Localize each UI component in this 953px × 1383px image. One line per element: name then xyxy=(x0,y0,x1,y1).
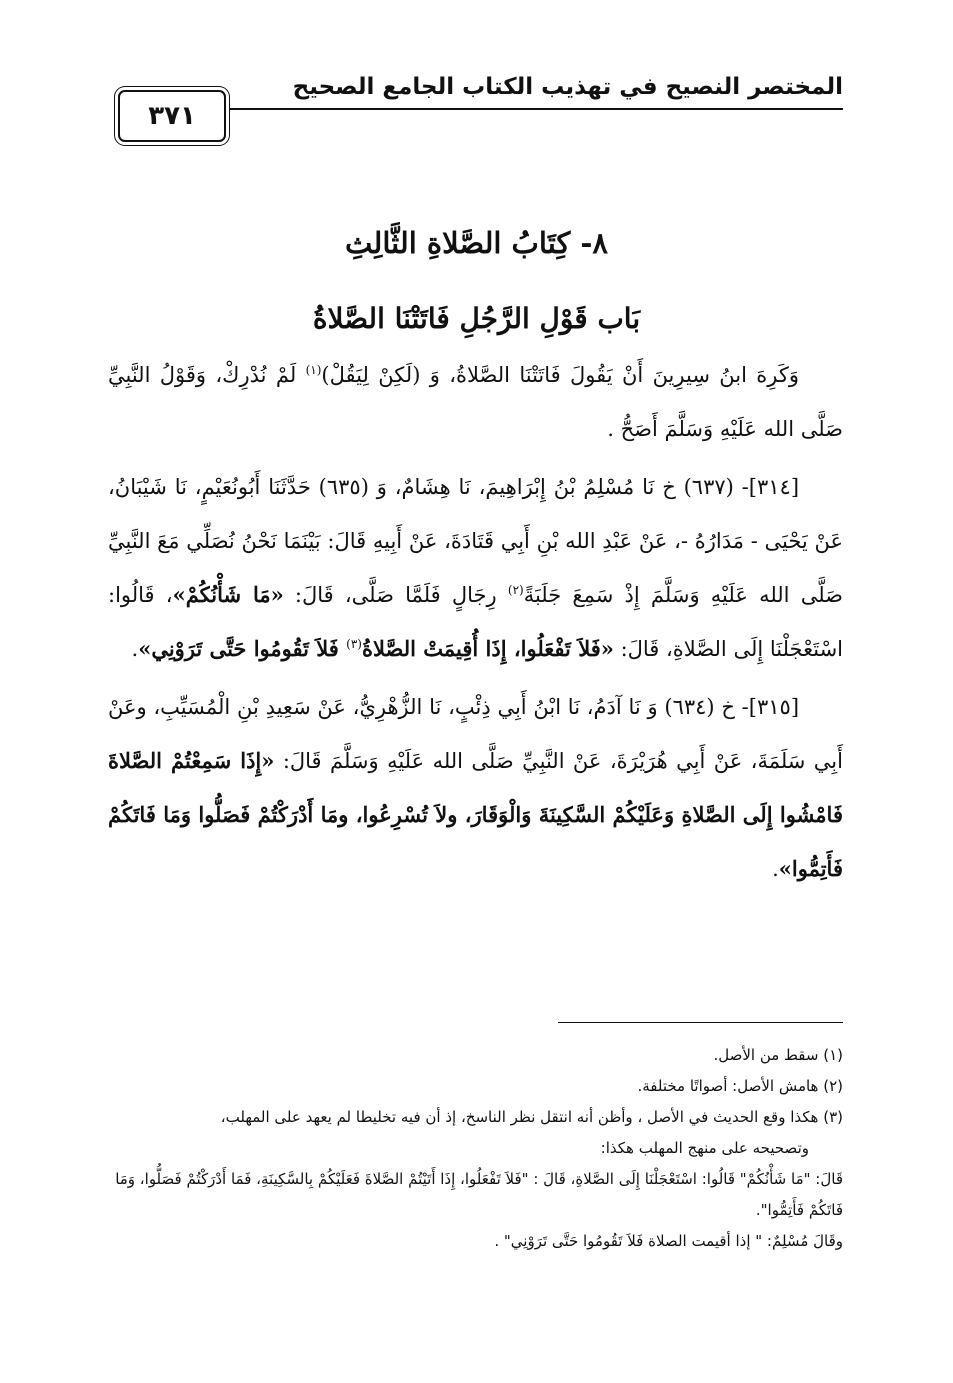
header-rule xyxy=(228,108,843,110)
hadith-315 xyxy=(108,680,843,896)
quoted-speech: «إِذَا سَمِعْتُمْ الصَّلاةَ فَامْشُوا إِلَى الصَّلاةِ وَعَلَيْكُمْ السَّكِينَةَ وَالْوَقَارَ، ولاَ تُسْرِعُوا، ومَا أَدْرَكْتُمْ فَصَلُّوا وَمَا فَاتَكُمْ فَأَتِمُّوا» xyxy=(108,748,843,881)
page-number: ٣٧١ xyxy=(118,90,226,142)
section-title: بَاب قَوْلِ الرَّجُلِ فَاتَتْنَا الصَّلاةُ xyxy=(312,302,641,335)
paragraph-text: رِجَالٍ فَلَمَّا صَلَّى، قَالَ: xyxy=(283,583,508,607)
paragraph-intro xyxy=(108,348,843,456)
footnotes xyxy=(108,1040,843,1257)
paragraph-text: [٣١٥]- خ (٦٣٤) وَ نَا آدَمُ، نَا ابْنُ أَبِي ذِئْبٍ، نَا الزُّهْرِيُّ، عَنْ سَعِيدِ بْنِ الْمُسَيِّبِ، وعَنْ أَبِي سَلَمَةَ، عَنْ أَبِي هُرَيْرَةَ، عَنْ النَّبِيِّ صَلَّى الله عَلَيْهِ وَسَلَّمَ قَالَ: xyxy=(108,695,843,773)
paragraph-text: . xyxy=(131,637,139,661)
paragraph-text: . xyxy=(772,857,779,881)
quoted-speech: «مَا شَأْنُكُمْ» xyxy=(172,582,284,607)
main-text xyxy=(108,348,843,896)
footnote-ref: (٣) xyxy=(346,637,362,651)
footnote-2: (٢) هامش الأصل: أصواتًا مختلفة. xyxy=(637,1077,843,1095)
paragraph-text: وَكَرِهَ ابنُ سِيرِينَ أَنْ يَقُولَ فَاتَتْنَا الصَّلاةُ، وَ (لَكِنْ لِيَقُلْ) xyxy=(321,363,800,387)
running-title: المختصر النصيح في تهذيب الكتاب الجامع الصحيح xyxy=(292,74,843,100)
paragraph-text: [٣١٤]- (٦٣٧) خ نَا مُسْلِمُ بْنُ إِبْرَاهِيمَ، نَا هِشَامٌ، وَ (٦٣٥) حَدَّثَنَا أَبُونُعَيْمٍ، نَا شَيْبَانُ، عَنْ يَحْيَى - مَدَارُهُ -، عَنْ عَبْدِ الله بْنِ أَبِي قَتَادَةَ، عَنْ أَبِيهِ قَالَ: بَيْنَمَا نَحْنُ نُصَلِّي مَعَ النَّبِيِّ صَلَّى الله عَلَيْهِ وَسَلَّمَ إِذْ سَمِعَ جَلَبَةً xyxy=(108,475,844,607)
footnote-ref: (٢) xyxy=(507,583,524,597)
footnote-3-continuation: قَالَ: "مَا شَأْنُكُمْ" قَالُوا: اسْتَعْجَلْنَا إِلَى الصَّلاةِ، قَالَ : "فَلاَ تَفْعَلُوا، إِذَا أَتَيْتُمْ الصَّلاةَ فَعَلَيْكُمْ بِالسَّكِينَةِ، فَمَا أَدْرَكْتُمْ فَصَلُّوا، وَمَا فَاتَكُمْ فَأَتِمُّوا". xyxy=(115,1170,843,1219)
chapter-title: ٨- كِتَابُ الصَّلاةِ الثَّالِثِ xyxy=(345,226,608,260)
quoted-speech: «فَلاَ تَفْعَلُوا، إِذَا أُقِيمَتْ الصَّلاةُ xyxy=(361,636,614,661)
hadith-314 xyxy=(108,460,843,676)
footnote-3-continuation: وتصحيحه على منهج المهلب هكذا: xyxy=(600,1139,809,1157)
footnote-rule xyxy=(558,1022,843,1023)
footnote-3: (٣) هكذا وقع الحديث في الأصل ، وأظن أنه انتقل نظر الناسخ، إذ أن فيه تخليطا لم يعهد على المهلب، xyxy=(220,1108,843,1126)
footnote-3-continuation: وقَالَ مُسْلِمٌ: " إذا أقيمت الصلاة فَلاَ تَقُومُوا حَتَّى تَرَوْنِي" . xyxy=(494,1232,843,1250)
quoted-speech: فَلاَ تَقُومُوا حَتَّى تَرَوْنِي» xyxy=(138,636,347,661)
footnote-ref: (١) xyxy=(305,363,322,377)
paragraph-text: لَمْ نُدْرِكْ، وَقَوْلُ النَّبِيِّ صَلَّى الله عَلَيْهِ وَسَلَّمَ أَصَحُّ . xyxy=(108,363,843,441)
paragraph-text: ، قَالُوا: اسْتَعْجَلْنَا إِلَى الصَّلاةِ، قَالَ: xyxy=(108,583,843,661)
footnote-1: (١) سقط من الأصل. xyxy=(713,1046,843,1064)
